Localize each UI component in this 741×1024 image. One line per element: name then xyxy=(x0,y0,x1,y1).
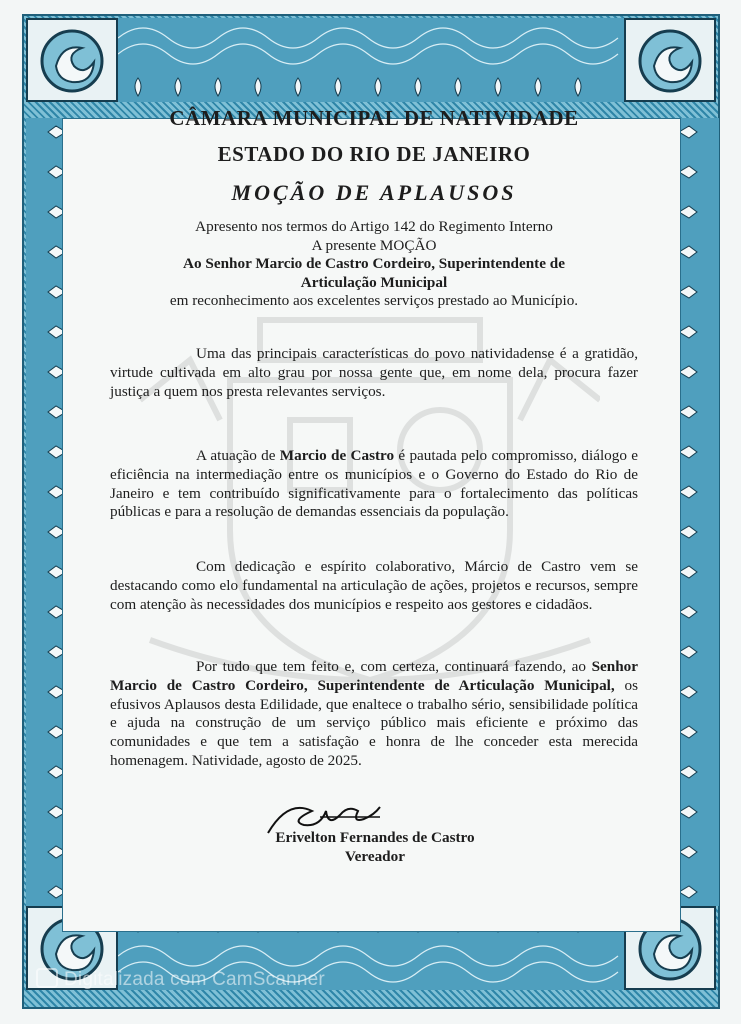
signer-name: Erivelton Fernandes de Castro xyxy=(275,829,475,846)
honoree-full-title-inline: Senhor Marcio de Castro Cordeiro, Superintendente de Articulação Municipal, xyxy=(110,658,638,694)
signer-block xyxy=(210,828,540,866)
intro-block xyxy=(110,218,638,311)
intro-line-department: Articulação Municipal xyxy=(300,273,448,291)
intro-line-article: Apresento nos termos do Artigo 142 do Regimento Interno xyxy=(195,218,553,235)
scanner-watermark-text: Digitalizada com CamScanner xyxy=(64,969,325,990)
paragraph-dedication: Com dedicação e espírito colaborativo, Márcio de Castro vem se destacando como elo fundamental na articulação de ações, projetos e recursos, sempre com atenção às necessidades dos municípios e respeito aos gestores e cidadãos. xyxy=(110,558,638,613)
chamber-name-heading: CÂMARA MUNICIPAL DE NATIVIDADE xyxy=(169,106,579,130)
paragraph-gratitude: Uma das principais características do povo natividadense é a gratidão, virtude cultivada em alto grau por nossa gente que, em nome dela, procura fazer justiça a quem nos presta relevantes serviços. xyxy=(110,345,638,400)
intro-line-motion: A presente MOÇÃO xyxy=(311,236,437,254)
scanner-watermark xyxy=(36,968,325,991)
paragraph-conclusion xyxy=(110,658,638,771)
intro-line-honoree: Ao Senhor Marcio de Castro Cordeiro, Superintendente de xyxy=(183,255,565,272)
paragraph-performance xyxy=(110,447,638,522)
signer-role: Vereador xyxy=(345,848,405,865)
document-title: MOÇÃO DE APLAUSOS xyxy=(231,180,517,205)
intro-line-recognition: em reconhecimento aos excelentes serviços prestado ao Município. xyxy=(169,292,579,309)
paragraph-performance-rest: é pautada pelo compromisso, diálogo e eficiência na intermediação entre os municípios e o Governo do Estado do Rio de Janeiro e tem contribuído significativamente para o fortalecimento das políticas públicas e para a resolução de demandas essenciais da população. xyxy=(110,447,638,521)
paragraph-conclusion-lead: Por tudo que tem feito e, com certeza, continuará fazendo, ao xyxy=(196,658,592,675)
top-ornament-strip xyxy=(118,18,624,102)
left-ornament-strip xyxy=(26,118,66,906)
paragraph-performance-lead: A atuação de xyxy=(196,447,280,464)
top-right-corner-emblem xyxy=(624,18,716,102)
place-and-date: Natividade, agosto de 2025. xyxy=(191,751,362,769)
paragraph-conclusion-rest: os efusivos Aplausos desta Edilidade, que enaltece o trabalho sério, sensibilidade política e ajuda na construção de um serviço público mais eficiente e próximo das comunidades e que tem a satisfação e honra de lhe conceder esta merecida homenagem. xyxy=(110,676,638,769)
state-heading: ESTADO DO RIO DE JANEIRO xyxy=(217,142,531,166)
camscanner-icon xyxy=(36,968,58,988)
top-left-corner-emblem xyxy=(26,18,118,102)
right-ornament-strip xyxy=(679,118,719,906)
honoree-name-inline: Marcio de Castro xyxy=(279,447,395,464)
